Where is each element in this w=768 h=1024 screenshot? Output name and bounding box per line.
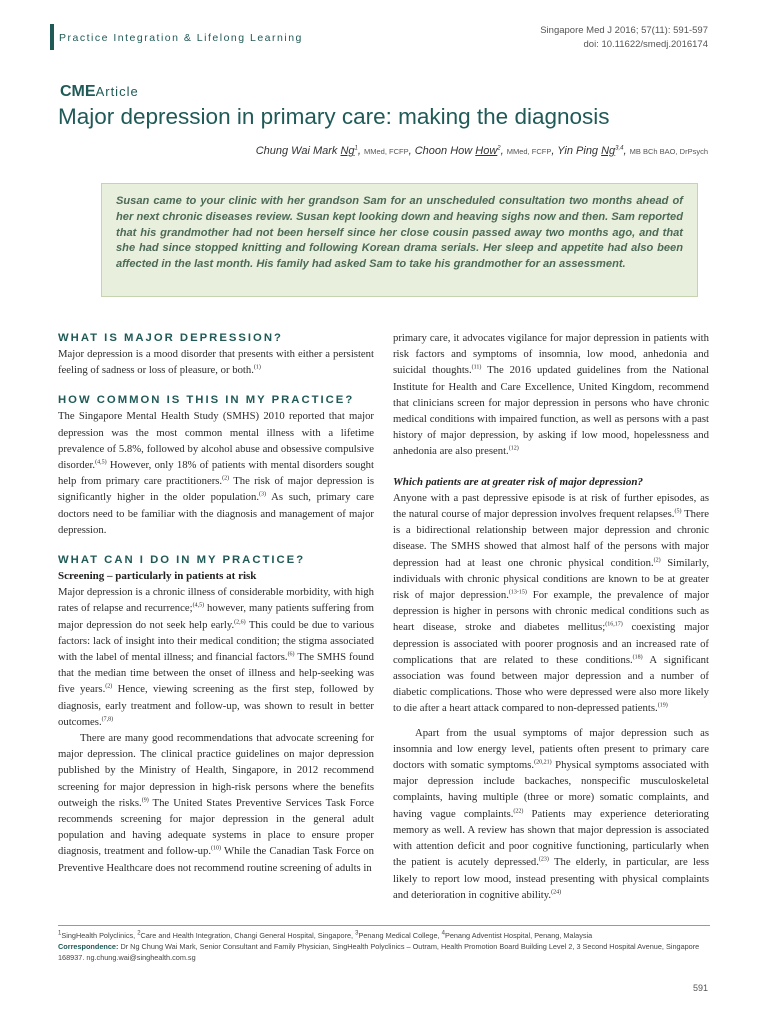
subheading-risk-patients: Which patients are at greater risk of major depression? xyxy=(393,475,643,488)
subheading-screening: Screening – particularly in patients at risk xyxy=(58,570,257,583)
journal-line: Singapore Med J 2016; 57(11): 591-597 xyxy=(540,25,708,36)
citation-ref: (7,8) xyxy=(101,716,114,723)
series-accent-bar xyxy=(50,24,54,50)
citation-ref: (6) xyxy=(287,651,295,658)
citation-ref: (2,6) xyxy=(234,619,246,626)
article-type-prefix: CME xyxy=(60,83,96,100)
page-number: 591 xyxy=(692,983,708,993)
paragraph-risk: Anyone with a past depressive episode is at risk of further episodes, as the natural course of major depression involves frequent relapses.$^{(5)}$ There is a bidirectional relationship between major depression and chronic disease. The SMHS showed that almost half of the persons with major depression had at least one chronic physical condition.$^{(2)}$ Similarly, individuals with chronic physical conditions are known to be at greater risk of major depression.$^{(13-15)}$ For example, the prevalence of major depression is higher in persons with chronic medical conditions such as heart disease, stroke and diabetes mellitus;$^{(16,17)}$ coexisting major depression is associated with poorer prognosis and an increased rate of complications that are related to these conditions.$^{(18)}$ A significant association was found between major depression and a number of diabetic complications. Those who were depressed were also more likely to die after a heart attack compared to non-depressed patients.$^{(19)}$ xyxy=(393,491,710,715)
citation-ref: (23) xyxy=(538,856,549,863)
citation-ref: (20,21) xyxy=(534,759,552,766)
author: Yin Ping Ng$^{3,4}$, MB BCh BAO, DrPsych xyxy=(557,145,708,157)
section-heading-how-common: HOW COMMON IS THIS IN MY PRACTICE? xyxy=(58,394,355,407)
citation-ref: (18) xyxy=(632,654,643,661)
section-heading-what-can-i-do: WHAT CAN I DO IN MY PRACTICE? xyxy=(58,554,306,567)
footnote-rule xyxy=(58,925,710,926)
paragraph-prevalence: The Singapore Mental Health Study (SMHS) 2010 reported that major depression was the most common mental illness with a lifetime prevalence of 5.8%, followed by alcohol abuse and obsessive compulsive disorder.$^{(4,5)}$ However, only 18% of patients with mental disorders sought help from primary care practitioners.$^{(2)}$ The risk of major depression is significantly higher in the older population.$^{(3)}$ As such, primary care doctors need to be familiar with the diagnosis and management of major depression. xyxy=(58,410,375,536)
section-heading-what-is: WHAT IS MAJOR DEPRESSION? xyxy=(58,332,283,344)
citation-ref: (16,17) xyxy=(605,621,623,628)
citation-ref: (3) xyxy=(259,491,266,498)
citation-ref: (4,5) xyxy=(192,602,205,609)
journal-citation xyxy=(540,24,708,52)
paragraph-definition: Major depression is a mood disorder that presents with either a persistent feeling of sadness or loss of pleasure, or both.$^{(1)}$ xyxy=(58,348,374,377)
citation-ref: (9) xyxy=(141,797,149,804)
citation-ref: (11) xyxy=(471,364,482,371)
citation-ref: (2) xyxy=(653,557,661,564)
case-scenario-box: Susan came to your clinic with her grandson Sam for an unscheduled consultation two months ahead of her next chronic diseases review. Susan kept looking down and heaving sighs now and then. Sam reported that his grandmother had not been herself since her close cousin passed away two months ago, and that she had since stopped knitting and following Korean drama serials. Her sleep and appetite had also been affected in the last month. His family had asked Sam to take his grandmother for an assessment. xyxy=(101,183,698,297)
affiliations: $^1$SingHealth Polyclinics, $^2$Care and Health Integration, Changi General Hospital, Singapore, $^3$Penang Medical College, $^4$Penang Adventist Hospital, Penang, Malaysia xyxy=(58,930,593,940)
citation-ref: (13-15) xyxy=(508,589,527,596)
citation-ref: (4,5) xyxy=(95,459,107,466)
article-title: Major depression in primary care: making the diagnosis xyxy=(58,104,610,129)
citation-ref: (19) xyxy=(657,702,668,709)
correspondence: Correspondence: Dr Ng Chung Wai Mark, Senior Consultant and Family Physician, SingHealth Polyclinics – Outram, Health Promotion Board Building Level 2, 3 Second Hospital Avenue, Singapore 168937. ng.chung.wai@singhealth.com.sg xyxy=(58,942,700,962)
paragraph-screening: Major depression is a chronic illness of considerable morbidity, with high rates of relapse and recurrence;$^{(4,5)}$ however, many patients suffering from major depression do not seek help early.$^{(2,6)}$ This could be due to various factors: lack of insight into their medical condition; the stigma associated with the label of mental illness; and financial factors.$^{(6)}$ The SMHS found that the median time between the onset of illness and help-seeking was five years.$^{(2)}$ Hence, viewing screening as the first step, followed by diagnosis, early treatment and follow-up, was shown to result in better outcomes.$^{(7,8)}$ xyxy=(58,586,374,728)
citation-ref: (22) xyxy=(513,808,524,815)
doi-line: doi: 10.11622/smedj.2016174 xyxy=(583,39,708,50)
paragraph-symptoms: Apart from the usual symptoms of major depression such as insomnia and low energy level, patients often present to primary care doctors with somatic symptoms.$^{(20,21)}$ Physical symptoms associated with major depression include backaches, nonspecific musculoskeletal complaints, having multiple (three or more) somatic complaints, and having vague complaints.$^{(22)}$ Patients may experience deteriorating memory as well. A review has shown that major depression is associated with attention deficit and poor cognitive functioning, particularly when the patient is acutely depressed.$^{(23)}$ The elderly, in particular, are less likely to report low mood, instead presenting with physical complaints and deterioration in cognitive ability.$^{(24)}$ xyxy=(393,726,710,901)
paragraph-guidelines: primary care, it advocates vigilance for major depression in patients with risk factors and symptoms of insomnia, low mood, anhedonia and suicidal thoughts.$^{(11)}$ The 2016 updated guidelines from the National Institute for Health and Care Excellence, United Kingdom, recommend that clinicians screen for major depression in persons who have chronic medical conditions with impaired function, as well as persons with a past history of major depression, by asking if low mood, hopelessness and anhedonia are also present.$^{(12)}$ xyxy=(393,332,709,458)
author-list xyxy=(256,145,708,157)
series-name: Practice Integration & Lifelong Learning xyxy=(59,32,303,44)
author: Chung Wai Mark Ng$^1$, MMed, FCFP, xyxy=(255,145,415,157)
column-right xyxy=(393,330,709,903)
citation-ref: (5) xyxy=(674,508,682,515)
citation-ref: (24) xyxy=(551,889,562,896)
footnotes xyxy=(58,930,710,963)
author: Choon How How$^2$, MMed, FCFP, xyxy=(414,145,558,157)
article-type xyxy=(60,83,139,101)
citation-ref: (2) xyxy=(105,683,113,690)
citation-ref: (12) xyxy=(508,445,519,452)
column-left xyxy=(58,330,374,876)
citation-ref: (10) xyxy=(211,845,222,852)
paragraph-recommendations: There are many good recommendations that advocate screening for major depression. The clinical practice guidelines on major depression published by the Ministry of Health, Singapore, in 2012 recommend screening for major depression in high-risk persons where the benefits outweigh the risks.$^{(9)}$ The United States Preventive Services Task Force recommends screening for major depression in the general adult population and having adequate systems in place to ensure proper diagnosis, treatment and follow-up.$^{(10)}$ While the Canadian Task Force on Preventive Healthcare does not recommend routine screening of adults in xyxy=(58,732,374,874)
article-type-suffix: Article xyxy=(95,84,139,99)
citation-ref: (2) xyxy=(222,475,230,482)
